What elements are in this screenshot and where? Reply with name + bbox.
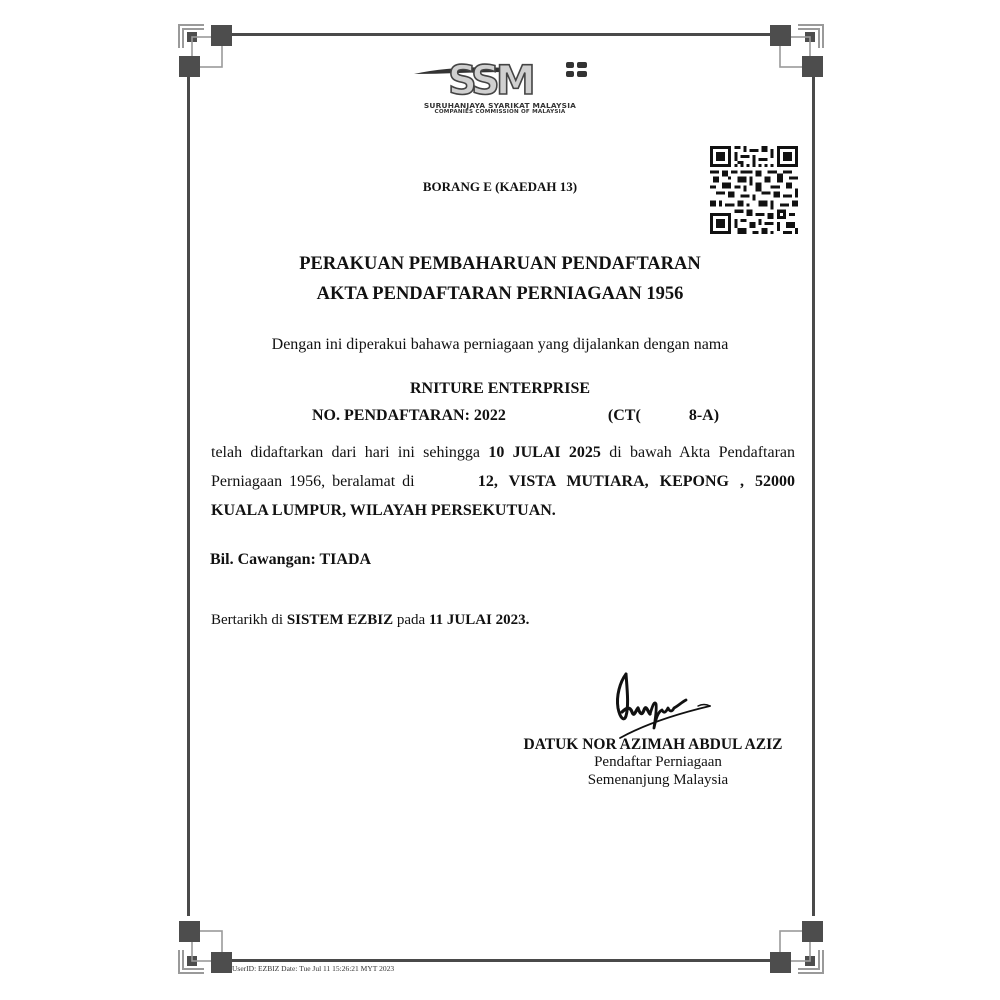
intro-statement: Dengan ini diperakui bahawa perniagaan yang dijalankan dengan nama (271, 336, 729, 353)
issue-date-statement: Bertarikh di SISTEM EZBIZ pada 11 JULAI 2023. (211, 612, 530, 628)
form-label: BORANG E (KAEDAH 13) (422, 179, 578, 194)
logo-org-name-english: COMPANIES COMMISSION OF MALAYSIA (434, 109, 566, 115)
frame-bottom-border (222, 959, 782, 962)
corner-ornament-top-left-icon (176, 22, 240, 86)
logo-org-name-malay: SURUHANJAYA SYARIKAT MALAYSIA (423, 101, 577, 110)
paragraph-line-2: Perniagaan 1956, beralamat di 12, VISTA MUTIARA, KEPONG , 52000 (211, 467, 795, 496)
paragraph-line-3 (211, 496, 795, 525)
signatory-region: Semenanjung Malaysia (587, 772, 729, 788)
address-line-1: 12, VISTA MUTIARA, KEPONG , 52000 (477, 473, 795, 490)
paragraph-line-1: telah didaftarkan dari hari ini sehingga 10 JULAI 2025 di bawah Akta Pendaftaran (211, 444, 796, 461)
registration-paragraph (211, 438, 795, 525)
issuing-system: SISTEM EZBIZ (286, 612, 394, 628)
registration-number (312, 407, 719, 425)
svg-text:SSM: SSM (448, 58, 532, 104)
signatory-title: Pendaftar Perniagaan (594, 754, 722, 770)
certificate-subtitle: AKTA PENDAFTARAN PERNIAGAAN 1956 (316, 284, 684, 304)
address-line-2: KUALA LUMPUR, WILAYAH PERSEKUTUAN. (211, 502, 556, 519)
corner-ornament-top-right-icon (762, 22, 826, 86)
frame-right-border (812, 76, 815, 916)
corner-ornament-bottom-left-icon (176, 912, 240, 976)
footer-user-date: UserID: EZBIZ Date: Tue Jul 11 15:26:21 MYT 2023 (232, 964, 395, 973)
qr-code-icon (710, 146, 798, 234)
corner-ornament-bottom-right-icon (762, 912, 826, 976)
signature-icon (598, 668, 718, 743)
frame-top-border (232, 33, 782, 36)
frame-left-border (187, 76, 190, 916)
issue-date: 11 JULAI 2023. (428, 612, 530, 628)
expiry-date: 10 JULAI 2025 (488, 444, 601, 461)
signatory-name: DATUK NOR AZIMAH ABDUL AZIZ (523, 736, 783, 753)
branch-count: Bil. Cawangan: TIADA (210, 551, 372, 568)
registration-code-prefix: (CT( (607, 407, 641, 424)
registration-code-suffix: 8-A) (688, 407, 720, 424)
registration-label: NO. PENDAFTARAN: 2022 (312, 407, 506, 424)
certificate-title: PERAKUAN PEMBAHARUAN PENDAFTARAN (299, 254, 701, 274)
business-name: RNITURE ENTERPRISE (409, 380, 591, 397)
